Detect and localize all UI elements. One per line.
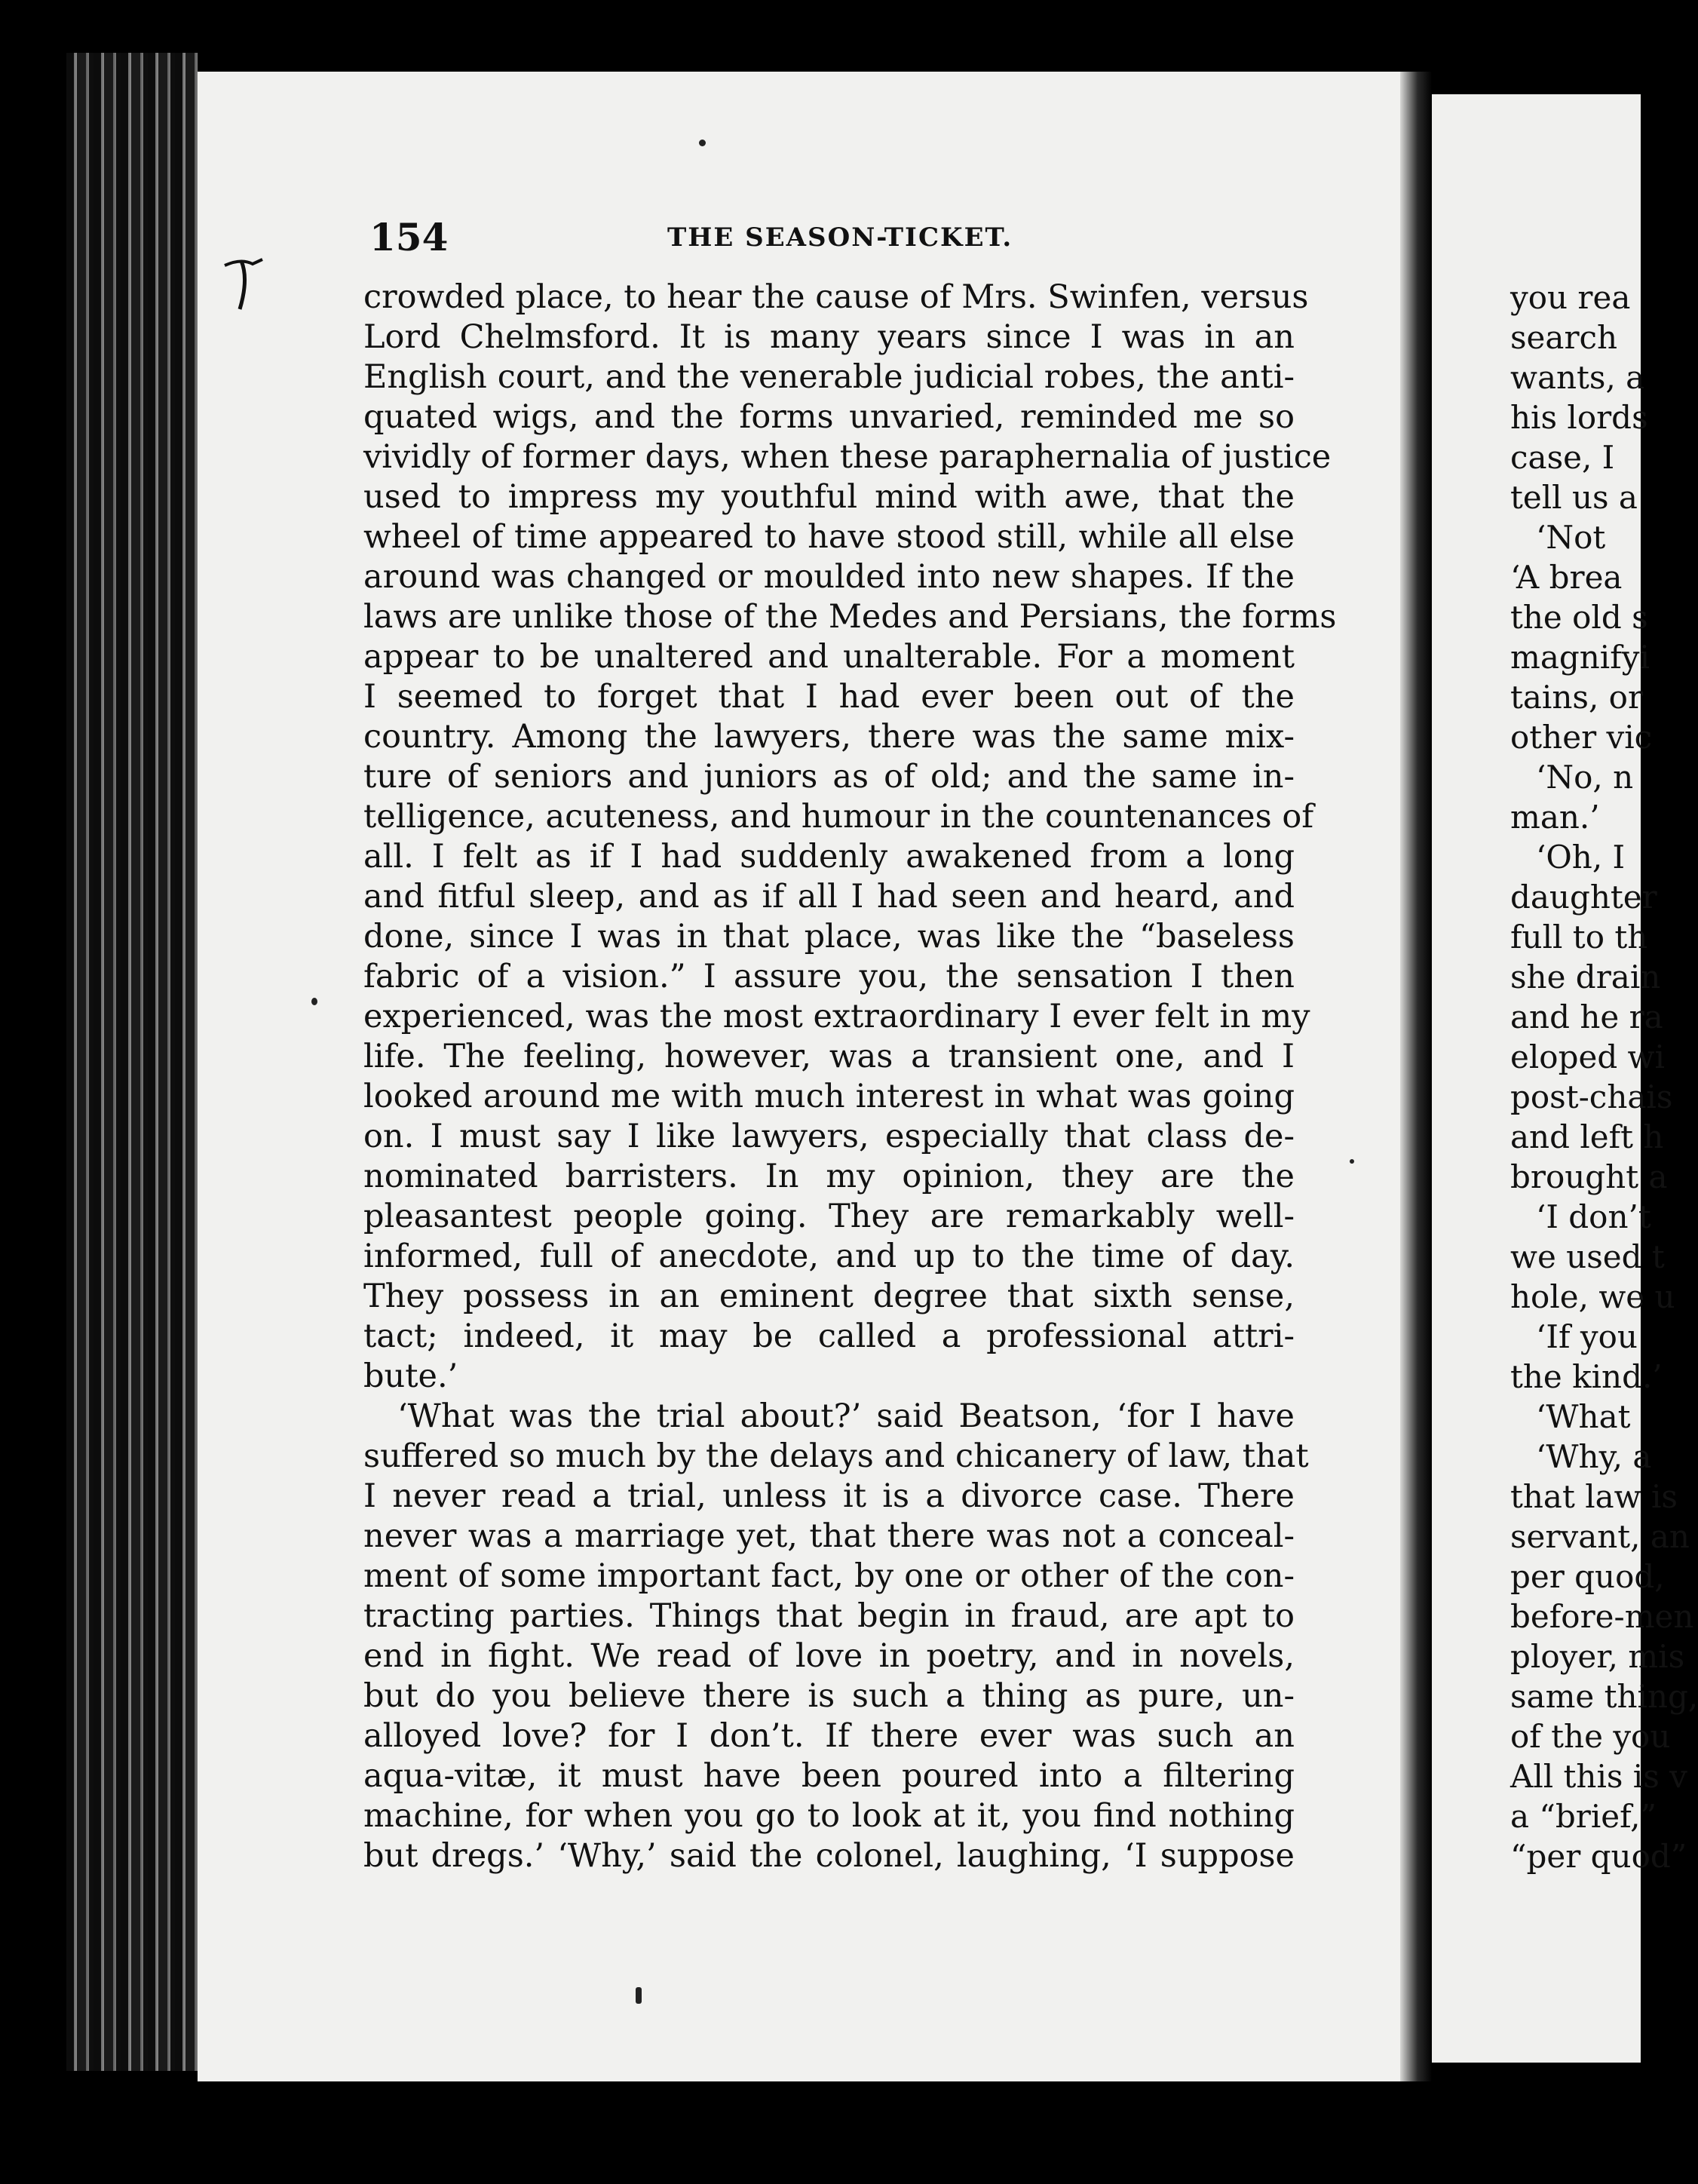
- text-line: ‘What: [1536, 1398, 1631, 1435]
- text-line: that law is: [1510, 1478, 1678, 1515]
- text-line: quated wigs, and the forms unvaried, reminded me so: [363, 398, 1295, 436]
- text-line: post-chais: [1510, 1078, 1673, 1115]
- text-line: all. I felt as if I had suddenly awakened from a long: [363, 838, 1295, 876]
- book-gutter: [1400, 72, 1432, 2081]
- text-line: tains, or: [1510, 679, 1644, 716]
- text-line: Lord Chelmsford. It is many years since I was in an: [363, 318, 1295, 356]
- text-line: a “brief,”: [1510, 1798, 1657, 1835]
- page-speck: [311, 998, 317, 1005]
- text-line: aqua-vitæ, it must have been poured into a filtering: [363, 1757, 1295, 1795]
- text-line: They possess in an eminent degree that sixth sense,: [363, 1278, 1295, 1315]
- text-line: wheel of time appeared to have stood still, while all else: [363, 518, 1295, 556]
- text-line: of the you: [1510, 1718, 1671, 1755]
- text-line: ‘If you: [1536, 1318, 1638, 1355]
- text-line: All this is v: [1510, 1758, 1687, 1795]
- text-line: tell us a: [1510, 479, 1638, 516]
- text-line: magnifyi: [1510, 639, 1650, 676]
- text-line: ‘A brea: [1510, 559, 1623, 596]
- text-line: and fitful sleep, and as if all I had seen and heard, and: [363, 878, 1295, 916]
- text-line: end in fight. We read of love in poetry, and in novels,: [363, 1637, 1295, 1675]
- text-line: tracting parties. Things that begin in fraud, are apt to: [363, 1597, 1295, 1635]
- text-line: but do you believe there is such a thing as pure, un-: [363, 1677, 1295, 1715]
- text-line: we used t: [1510, 1238, 1665, 1275]
- text-line: same thing,: [1510, 1678, 1698, 1715]
- text-line: the old s: [1510, 599, 1648, 636]
- text-line: pleasantest people going. They are remarkably well-: [363, 1198, 1295, 1235]
- text-line: you rea: [1510, 279, 1631, 316]
- text-line: eloped wi: [1510, 1038, 1665, 1075]
- text-line: I seemed to forget that I had ever been out of the: [363, 678, 1295, 716]
- text-line: full to th: [1510, 919, 1648, 956]
- text-line: nominated barristers. In my opinion, they are the: [363, 1158, 1295, 1195]
- text-line: before-men: [1510, 1598, 1694, 1635]
- text-line: servant, an: [1510, 1518, 1690, 1555]
- text-line: case, I: [1510, 439, 1615, 476]
- right-page-text: [1510, 278, 1698, 1876]
- text-line: looked around me with much interest in what was going: [363, 1078, 1295, 1115]
- text-line: ‘Oh, I: [1536, 839, 1626, 876]
- text-line: life. The feeling, however, was a transient one, and I: [363, 1038, 1295, 1075]
- text-line: alloyed love? for I don’t. If there ever was such an: [363, 1717, 1295, 1755]
- text-line: daughter: [1510, 879, 1657, 916]
- text-line: I never read a trial, unless it is a divorce case. There: [363, 1477, 1295, 1515]
- text-line: tact; indeed, it may be called a professional attri-: [363, 1317, 1295, 1355]
- text-line: on. I must say I like lawyers, especially that class de-: [363, 1118, 1295, 1155]
- left-page-text: [363, 278, 1337, 1876]
- pencil-mark-icon: [219, 249, 271, 317]
- text-line: ‘Not: [1536, 519, 1606, 556]
- page-number: 154: [369, 215, 449, 259]
- text-line: and he ra: [1510, 998, 1663, 1035]
- text-line: ‘What was the trial about?’ said Beatson, ‘for I have: [397, 1397, 1295, 1435]
- text-line: man.’: [1510, 799, 1600, 836]
- text-line: ‘Why, a: [1536, 1438, 1652, 1475]
- running-title: THE SEASON-TICKET.: [667, 222, 1013, 253]
- text-line: hole, we u: [1510, 1278, 1675, 1315]
- text-line: “per quod”: [1510, 1838, 1687, 1875]
- text-line: machine, for when you go to look at it, you find nothing: [363, 1797, 1295, 1835]
- book-edge: [66, 53, 198, 2071]
- text-line: telligence, acuteness, and humour in the countenances of: [363, 798, 1314, 836]
- text-line: his lords: [1510, 399, 1648, 436]
- text-line: ment of some important fact, by one or other of the con-: [363, 1557, 1295, 1595]
- text-line: English court, and the venerable judicial robes, the anti-: [363, 358, 1295, 396]
- text-line: other vic: [1510, 719, 1653, 756]
- text-line: around was changed or moulded into new shapes. If the: [363, 558, 1295, 596]
- text-line: ‘I don’t: [1536, 1198, 1651, 1235]
- text-line: country. Among the lawyers, there was the same mix-: [363, 718, 1295, 756]
- text-line: experienced, was the most extraordinary I ever felt in my: [363, 998, 1310, 1035]
- text-line: wants, a: [1510, 359, 1645, 396]
- text-line: ployer, mis: [1510, 1638, 1685, 1675]
- text-line: never was a marriage yet, that there was not a conceal-: [363, 1517, 1295, 1555]
- text-line: the kind.’: [1510, 1358, 1663, 1395]
- text-line: done, since I was in that place, was like the “baseless: [363, 918, 1295, 956]
- text-line: but dregs.’ ‘Why,’ said the colonel, laughing, ‘I suppose: [363, 1837, 1295, 1875]
- page-speck: [1350, 1159, 1354, 1164]
- page-speck: [636, 1987, 642, 2004]
- text-line: informed, full of anecdote, and up to the time of day.: [363, 1238, 1295, 1275]
- text-line: bute.’: [363, 1357, 458, 1395]
- text-line: laws are unlike those of the Medes and Persians, the forms: [363, 598, 1337, 636]
- page-speck: [699, 140, 706, 146]
- text-line: vividly of former days, when these paraphernalia of justice: [363, 438, 1332, 476]
- text-line: used to impress my youthful mind with awe, that the: [363, 478, 1295, 516]
- text-line: ture of seniors and juniors as of old; and the same in-: [363, 758, 1295, 796]
- text-line: ‘No, n: [1536, 759, 1634, 796]
- text-line: per quod,: [1510, 1558, 1665, 1595]
- text-line: fabric of a vision.” I assure you, the sensation I then: [363, 958, 1295, 995]
- text-line: appear to be unaltered and unalterable. For a moment: [363, 638, 1295, 676]
- page-header: [369, 215, 1289, 260]
- text-line: she drain: [1510, 959, 1661, 995]
- text-line: and left h: [1510, 1118, 1664, 1155]
- text-line: suffered so much by the delays and chicanery of law, that: [363, 1437, 1309, 1475]
- text-line: search: [1510, 319, 1618, 356]
- text-line: crowded place, to hear the cause of Mrs. Swinfen, versus: [363, 278, 1309, 316]
- text-line: brought a: [1510, 1158, 1668, 1195]
